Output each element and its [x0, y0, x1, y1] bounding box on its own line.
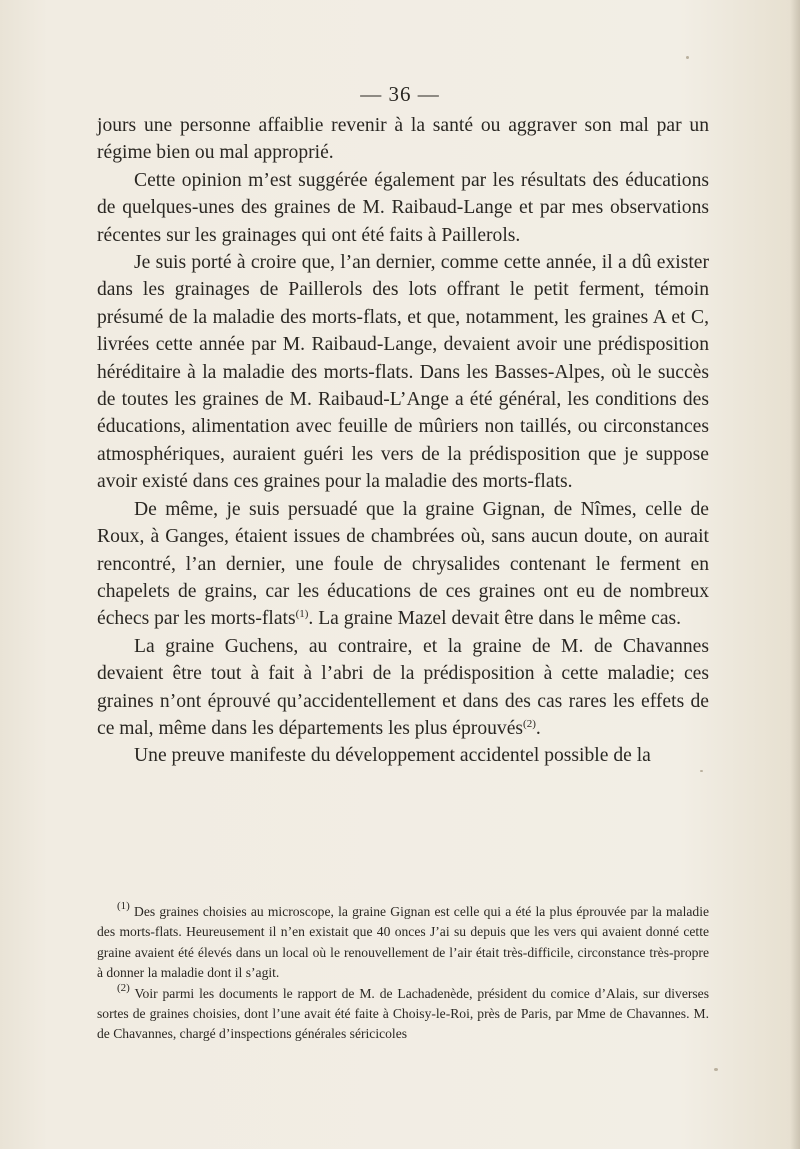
paper-speck	[714, 1068, 718, 1071]
paragraph-2: Cette opinion m’est suggérée également par les résultats des éducations de quelques-unes des graines de M. Raibaud-Lange et par mes observations récentes sur les grainages qui ont été faits à Paillerols.	[97, 169, 709, 246]
paragraph-4-text: De même, je suis persuadé que la graine Gignan, de Nîmes, celle de Roux, à Ganges, étaient issues de chambrées où, sans aucun doute, on aurait rencontré, l’an dernier, une foule de chrysalides contenant le ferment en chapelets de grains, car les éducations de ces graines ont eu de nombreux échecs par les morts-flats	[97, 498, 709, 630]
main-text	[97, 112, 709, 770]
footnotes	[97, 902, 709, 1045]
paragraph-4	[97, 496, 709, 633]
footnote-2	[97, 981, 709, 1045]
paragraph-5	[97, 633, 709, 743]
footnote-ref-2[interactable]: (2)	[523, 717, 536, 730]
footnote-2-text: Voir parmi les documents le rapport de M. de Lachadenède, président du comice d’Alais, sur diverses sortes de graines choisies, dont l’une avait été faite à Choisy-le-Roi, près de Paris, par Mme de Chavannes. M. de Chavannes, chargé d’inspections générales séricicoles	[97, 985, 709, 1042]
paragraph-5-tail: .	[535, 717, 541, 739]
footnote-1-marker: (1)	[117, 900, 130, 912]
paragraph-6: Une preuve manifeste du développement accidentel possible de la	[134, 745, 651, 767]
footnote-1-text: Des graines choisies au microscope, la graine Gignan est celle qui a été la plus éprouvée par la maladie des morts-flats. Heureusement il n’en existait que 40 onces J’ai su depuis que les vers qui avaient donné cette graine avaient été élevés dans un local où le renouvellement de l’air était très-difficile, circonstance très-propre à donner la maladie dont il s’agit.	[97, 904, 709, 981]
paragraph-3: Je suis porté à croire que, l’an dernier, comme cette année, il a dû exister dans les grainages de Paillerols des lots offrant le petit ferment, témoin présumé de la maladie des morts-flats, et que, notamment, les graines A et C, livrées cette année par M. Raibaud-Lange, devaient avoir une prédisposition héréditaire à la maladie des morts-flats. Dans les Basses-Alpes, où le succès de toutes les graines de M. Raibaud-L’Ange a été général, les conditions des éducations, alimentation avec feuille de mûriers non taillés, ou circonstances atmosphériques, auraient guéri les vers de la prédisposition que je suppose avoir existé dans ces graines pour la maladie des morts-flats.	[97, 252, 709, 493]
page-number: — 36 —	[360, 82, 440, 106]
paragraph-1: jours une personne affaiblie revenir à la santé ou aggraver son mal par un régime bien ou mal approprié.	[97, 115, 709, 164]
paragraph-4-tail: . La graine Mazel devait être dans le même cas.	[308, 608, 682, 630]
footnote-2-marker: (2)	[117, 981, 130, 994]
paper-speck	[686, 56, 689, 59]
paper-speck	[700, 770, 703, 772]
footnote-ref-1[interactable]: (1)	[295, 608, 309, 621]
page-edge-shadow	[790, 0, 800, 1149]
paragraph-5-text: La graine Guchens, au contraire, et la graine de M. de Chavannes devaient être tout à fait à l’abri de la prédisposition à cette maladie; ces graines n’ont éprouvé qu’accidentellement et dans des cas rares les effets de ce mal, même dans les départements les plus éprouvés	[97, 635, 709, 739]
footnote-1	[97, 902, 709, 984]
